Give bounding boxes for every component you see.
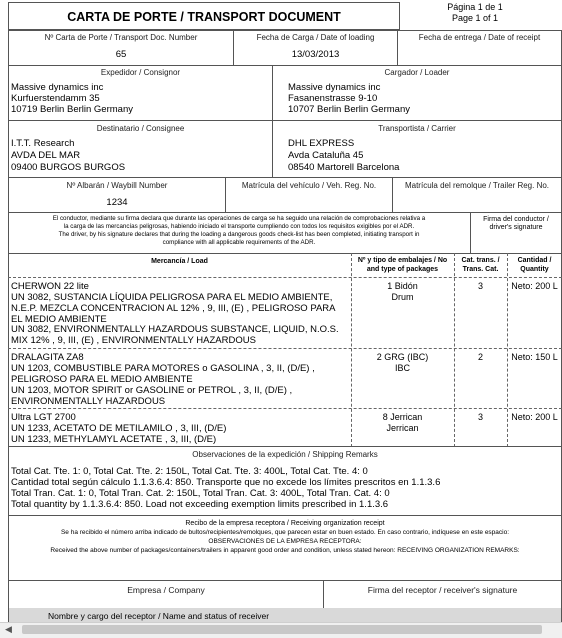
package-type: IBC — [394, 363, 410, 373]
company-label: Empresa / Company — [127, 585, 205, 595]
delivery-date-label: Fecha de entrega / Date of receipt — [418, 33, 541, 42]
remarks-line: Total Cat. Tte. 1: 0, Total Cat. Tte. 2: 150L, Total Cat. Tte. 3: 400L, Total Cat. Tte. 4: 0 — [11, 466, 368, 477]
receipt-line: Se ha recibido el número arriba indicado de bultos/recipientes/remolques, que parecen estar en buen estado. En caso contrario, indíquese en este espacio: — [60, 529, 510, 536]
package-type: Drum — [391, 292, 414, 302]
consignee-line: 09400 BURGOS BURGOS — [11, 162, 126, 173]
goods-line: MIX 12% , 9, III, (E) , ENVIRONMENTALLY HAZARDOUS — [11, 335, 256, 346]
goods-line: ENVIRONMENTALLY HAZARDOUS — [11, 396, 166, 407]
page-indicator-en: Page 1 of 1 — [451, 13, 499, 23]
col-header-packages-en: and type of packages — [366, 266, 439, 273]
goods-line: CHERWON 22 lite — [11, 281, 89, 292]
loader-line: 10707 Berlin Berlin Germany — [288, 104, 410, 115]
carrier-line: Avda Cataluña 45 — [288, 150, 364, 161]
package-type: Jerrican — [386, 423, 419, 433]
remarks-line: Total Tran. Cat. 1: 0, Total Tran. Cat. 2: 150L, Total Tran. Cat. 3: 400L, Total Tran. Cat. 4: 0 — [11, 488, 390, 499]
col-header-category-en: Trans. Cat. — [462, 266, 499, 273]
receipt-line: OBSERVACIONES DE LA EMPRESA RECEPTORA: — [208, 538, 362, 545]
col-header-quantity: Cantidad / — [517, 257, 552, 264]
driver-signature-label: Firma del conductor / — [483, 216, 549, 223]
transport-category: 2 — [477, 352, 483, 362]
vehicle-label: Matrícula del vehículo / Veh. Reg. No. — [241, 181, 377, 190]
driver-signature-label-en: driver's signature — [489, 224, 543, 231]
page-indicator: Página 1 de 1 — [447, 2, 503, 12]
goods-line: DRALAGITA ZA8 — [11, 352, 84, 363]
carrier-line: DHL EXPRESS — [288, 138, 355, 149]
transport-category: 3 — [477, 412, 483, 422]
transport-document — [8, 2, 562, 622]
col-header-quantity-en: Quantity — [520, 266, 549, 273]
scrollbar-thumb[interactable] — [22, 625, 542, 634]
goods-line: Ultra LGT 2700 — [11, 412, 76, 423]
remarks-line: Total quantity by 1.1.3.6.4: 850. Load not exceeding exemption limits prescribed in 1.1.3.6 — [11, 499, 389, 510]
goods-line: N.E.P. MEZCLA CONCENTRACION AL 12% , 9, III, (E) , PELIGROSO PARA — [11, 303, 336, 314]
consignee-label: Destinatario / Consignee — [96, 124, 185, 133]
remarks-label: Observaciones de la expedición / Shipping Remarks — [192, 450, 378, 459]
goods-line: UN 1203, MOTOR SPIRIT or GASOLINE or PETROL , 3, II, (D/E) , — [11, 385, 293, 396]
net-quantity: Neto: 200 L — [511, 281, 558, 291]
doc-number-value: 65 — [115, 49, 127, 60]
goods-line: UN 3082, SUSTANCIA LÍQUIDA PELIGROSA PARA EL MEDIO AMBIENTE, — [11, 292, 333, 303]
declaration-line: la carga de las mercancías peligrosas, habiendo iniciado el transporte cumpliendo con todos los requisitos exigibles por el ADR. — [63, 223, 415, 230]
package-count: 1 Bidón — [387, 281, 418, 291]
declaration-line: The driver, by his signature declares that during the loading a dangerous goods check-list has been completed, initiating transport in — [58, 231, 420, 238]
remarks-line: Cantidad total según cálculo 1.1.3.6.4: 850. Transporte que no excede los límites prescritos en 1.1.3.6 — [11, 477, 441, 488]
receiver-name-label: Nombre y cargo del receptor / Name and status of receiver — [48, 611, 270, 621]
trailer-label: Matrícula del remolque / Trailer Reg. No. — [404, 181, 550, 190]
goods-line: UN 3082, ENVIRONMENTALLY HAZARDOUS SUBSTANCE, LIQUID, N.O.S. — [11, 324, 339, 335]
carrier-label: Transportista / Carrier — [378, 124, 456, 133]
col-header-category: Cat. trans. / — [461, 257, 500, 264]
package-count: 2 GRG (IBC) — [376, 352, 429, 362]
receipt-line: Received the above number of packages/containers/trailers in apparent good order and condition, unless stated hereon: RECEIVING ORGANIZATION REMARKS: — [50, 547, 520, 554]
waybill-label: Nº Albarán / Waybill Number — [66, 181, 168, 190]
consignor-line: Kurfuerstendamm 35 — [11, 93, 100, 104]
doc-number-label: Nº Carta de Porte / Transport Doc. Number — [44, 33, 198, 42]
receiver-signature-label: Firma del receptor / receiver's signature — [367, 585, 518, 595]
goods-line: UN 1233, METHYLAMYL ACETATE , 3, III, (D/E) — [11, 434, 217, 445]
declaration-line: El conductor, mediante su firma declara que durante las operaciones de carga se ha seguido una relación de comprobaciones relativa a — [52, 215, 426, 222]
consignor-line: 10719 Berlin Berlin Germany — [11, 104, 133, 115]
consignee-line: AVDA DEL MAR — [11, 150, 81, 161]
carrier-line: 08540 Martorell Barcelona — [288, 162, 400, 173]
declaration-line: compliance with all applicable requirements of the ADR. — [162, 239, 316, 246]
net-quantity: Neto: 200 L — [511, 412, 558, 422]
loader-label: Cargador / Loader — [384, 68, 450, 77]
document-title: CARTA DE PORTE / TRANSPORT DOCUMENT — [67, 10, 341, 24]
transport-category: 3 — [477, 281, 483, 291]
loader-line: Fasanenstrasse 9-10 — [288, 93, 378, 104]
col-header-packages: Nº y tipo de embalajes / No — [357, 257, 448, 264]
col-header-load: Mercancía / Load — [151, 258, 208, 265]
consignor-label: Expedidor / Consignor — [100, 68, 181, 77]
waybill-value: 1234 — [106, 197, 128, 208]
goods-line: EL MEDIO AMBIENTE — [11, 314, 107, 325]
load-date-label: Fecha de Carga / Date of loading — [256, 33, 375, 42]
package-count: 8 Jerrican — [382, 412, 423, 422]
goods-line: UN 1203, COMBUSTIBLE PARA MOTORES o GASOLINA , 3, II, (D/E) , — [11, 363, 315, 374]
consignor-line: Massive dynamics inc — [11, 82, 104, 93]
goods-line: PELIGROSO PARA EL MEDIO AMBIENTE — [11, 374, 193, 385]
receipt-title: Recibo de la empresa receptora / Receiving organization receipt — [185, 520, 385, 527]
consignee-line: I.T.T. Research — [11, 138, 75, 149]
scroll-left-icon[interactable]: ◀ — [5, 624, 12, 634]
goods-line: UN 1233, ACETATO DE METILAMILO , 3, III, (D/E) — [11, 423, 227, 434]
net-quantity: Neto: 150 L — [511, 352, 558, 362]
loader-line: Massive dynamics inc — [288, 82, 381, 93]
load-date-value: 13/03/2013 — [291, 49, 340, 60]
